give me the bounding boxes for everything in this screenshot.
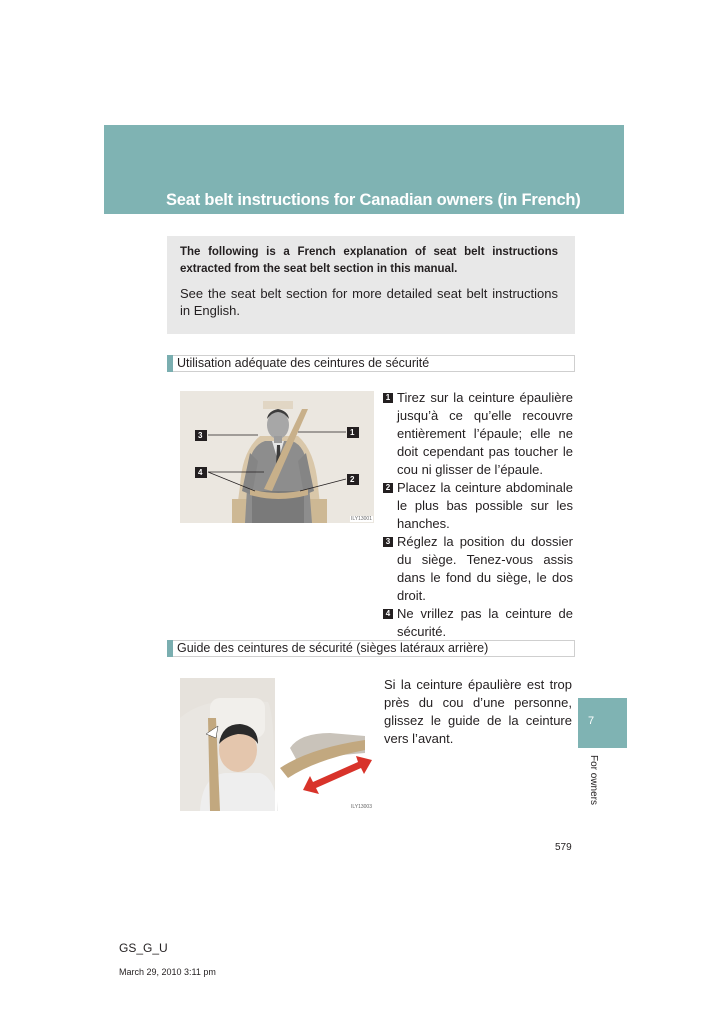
image-code: ILY13003 [350, 804, 372, 810]
instruction-list [383, 389, 573, 641]
section-heading-text: Guide des ceintures de sécurité (sièges latéraux arrière) [177, 641, 489, 655]
callout-1: 1 [350, 428, 355, 437]
list-item [383, 605, 573, 641]
seated-man-figure [180, 391, 374, 523]
list-item [383, 533, 573, 605]
item-text: Tirez sur la ceinture épaulière jusqu’à ce qu’elle recouvre entièrement l’épaule; elle ne doit cependant pas toucher le cou ni glisser de l’épaule. [397, 390, 573, 477]
guide-paragraph: Si la ceinture épaulière est trop près du cou d’une personne, glissez le guide de la ceinture vers l’avant. [384, 677, 572, 746]
page-title: Seat belt instructions for Canadian owners (in French) [166, 191, 581, 209]
item-number-badge: 2 [383, 483, 393, 493]
intro-normal-text: See the seat belt section for more detailed seat belt instructions in English. [180, 286, 558, 318]
chapter-number: 7 [588, 715, 595, 727]
item-number-badge: 3 [383, 537, 393, 547]
footer-date: March 29, 2010 3:11 pm [119, 967, 216, 977]
section-heading-text: Utilisation adéquate des ceintures de sécurité [177, 356, 430, 370]
heading-accent-bar [167, 355, 173, 372]
seatbelt-usage-illustration [180, 391, 374, 523]
chapter-header-band [104, 125, 624, 214]
callout-3: 3 [198, 431, 203, 440]
item-text: Ne vrillez pas la ceinture de sécurité. [397, 606, 573, 639]
list-item [383, 479, 573, 533]
item-number-badge: 4 [383, 609, 393, 619]
chapter-tab[interactable] [578, 698, 627, 748]
section-heading-usage [167, 355, 575, 372]
callout-4: 4 [198, 468, 203, 477]
child-belt-guide-figure [180, 678, 374, 811]
intro-box [167, 236, 575, 334]
heading-accent-bar [167, 640, 173, 657]
intro-bold-text: The following is a French explanation of seat belt instructions extracted from the seat belt section in this manual. [180, 246, 558, 275]
callout-2: 2 [350, 475, 355, 484]
belt-guide-illustration [180, 678, 374, 811]
item-text: Réglez la position du dossier du siège. Tenez-vous assis dans le fond du siège, le dos droit. [397, 534, 573, 603]
list-item [383, 389, 573, 479]
chapter-label: For owners [588, 755, 599, 806]
image-code: ILY13001 [350, 516, 372, 522]
item-text: Placez la ceinture abdominale le plus bas possible sur les hanches. [397, 480, 573, 531]
page-number: 579 [555, 842, 572, 853]
footer-code: GS_G_U [119, 941, 168, 955]
item-number-badge: 1 [383, 393, 393, 403]
section-heading-guide [167, 640, 575, 657]
